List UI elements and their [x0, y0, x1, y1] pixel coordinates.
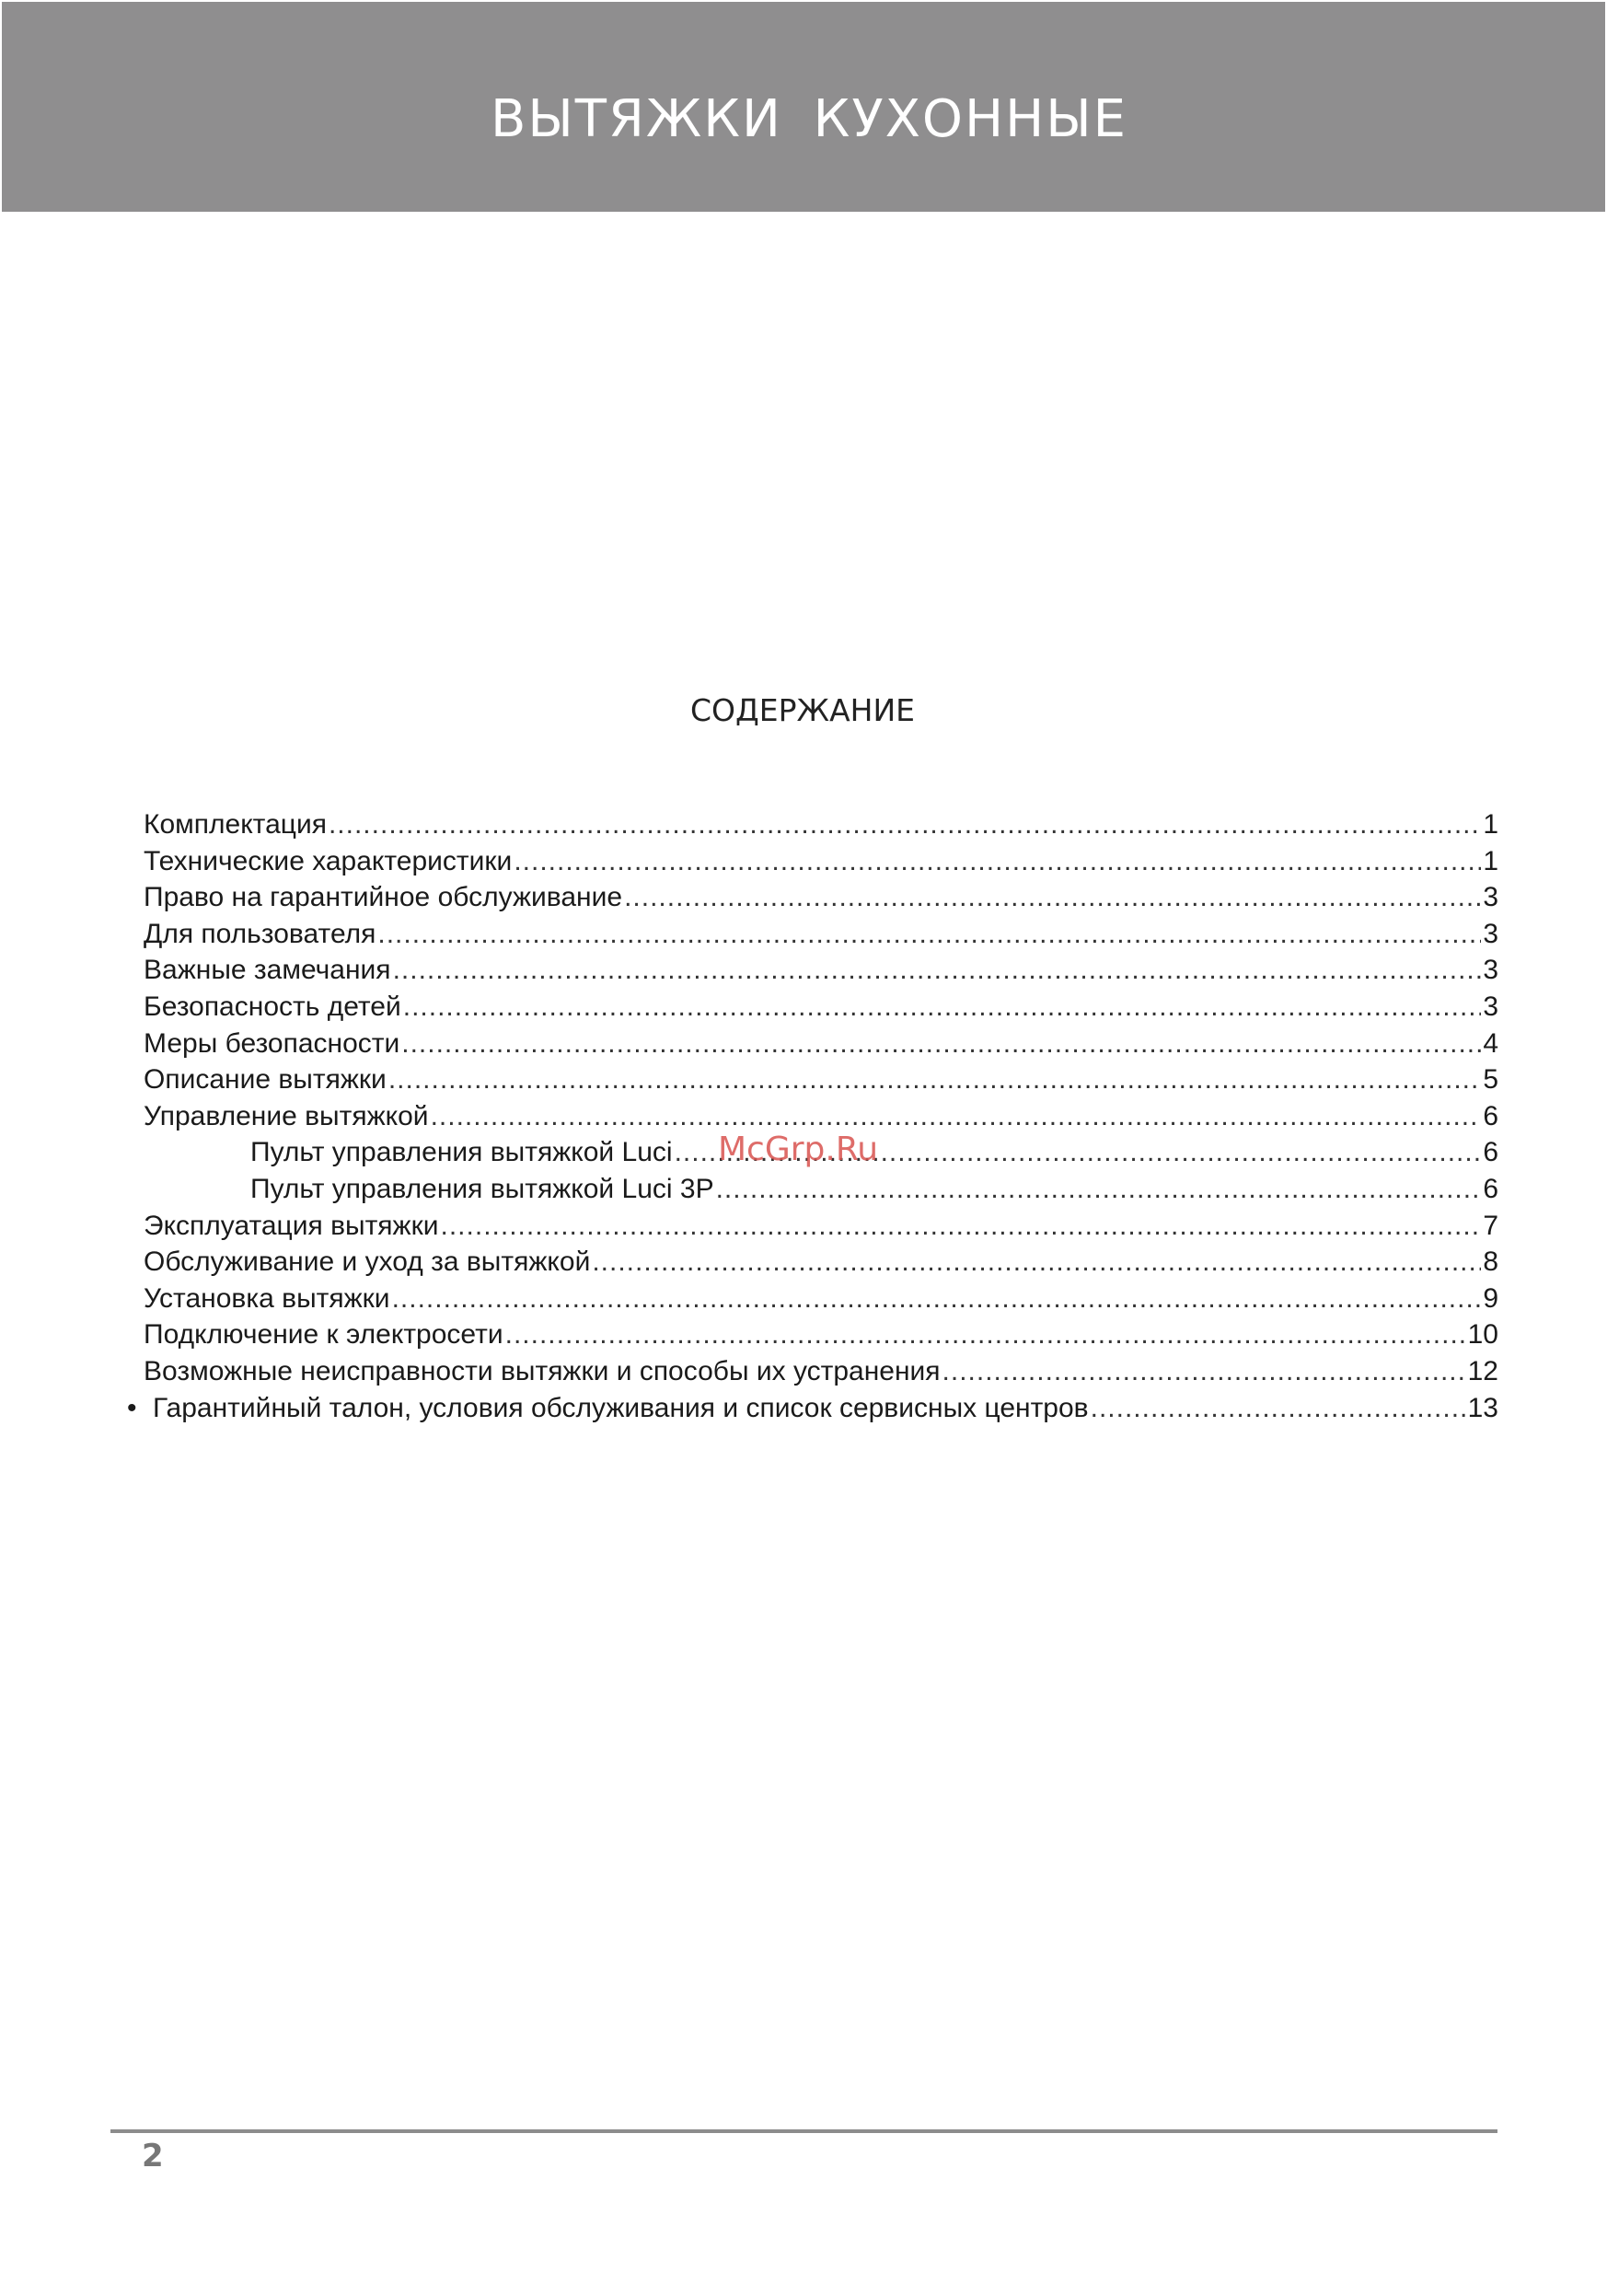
toc-item-label: Пульт управления вытяжкой Luci 3P	[250, 1173, 714, 1204]
toc-item-label: Комплектация	[144, 809, 327, 840]
header-band	[2, 2, 1605, 212]
toc-item-label: Обслуживание и уход за вытяжкой	[144, 1247, 591, 1278]
toc-leader-dots	[514, 843, 1481, 880]
toc-item-page: 5	[1483, 1064, 1498, 1096]
toc-item-label: Безопасность детей	[144, 991, 401, 1022]
toc-leader-dots	[624, 879, 1481, 916]
toc-leader-dots	[377, 916, 1481, 953]
toc-subitem[interactable]	[144, 1171, 1498, 1208]
toc-item-label: Эксплуатация вытяжки	[144, 1210, 439, 1241]
toc-item-page: 6	[1483, 1173, 1498, 1204]
toc-item[interactable]	[144, 952, 1498, 989]
toc-leader-dots	[592, 1244, 1481, 1281]
toc-leader-dots	[505, 1316, 1466, 1353]
toc-item[interactable]	[144, 916, 1498, 953]
toc-item-page: 12	[1467, 1355, 1498, 1386]
toc-item[interactable]	[144, 1316, 1498, 1353]
toc-item[interactable]	[144, 806, 1498, 843]
toc-item[interactable]	[144, 989, 1498, 1026]
toc-item[interactable]	[144, 1026, 1498, 1062]
toc-item[interactable]	[144, 879, 1498, 916]
toc-item-page: 6	[1483, 1100, 1498, 1131]
toc-leader-dots	[388, 1061, 1482, 1098]
toc-item-page: 4	[1483, 1027, 1498, 1059]
toc-item-label: Технические характеристики	[144, 845, 513, 876]
page-number: 2	[142, 2138, 164, 2174]
toc-item-label: Право на гарантийное обслуживание	[144, 882, 623, 913]
toc-leader-dots	[716, 1171, 1482, 1208]
toc-item-page: 3	[1483, 991, 1498, 1022]
toc-item-label: Пульт управления вытяжкой Luci	[250, 1137, 673, 1168]
document-title: ВЫТЯЖКИ КУХОННЫЕ	[490, 88, 1128, 149]
toc-item-page: 10	[1467, 1319, 1498, 1351]
toc-leader-dots	[329, 806, 1481, 843]
toc-leader-dots	[431, 1098, 1482, 1135]
toc-leader-dots	[441, 1208, 1482, 1245]
toc-item-label: Возможные неисправности вытяжки и способы их устранения	[144, 1355, 941, 1386]
toc-item-label: Установка вытяжки	[144, 1282, 390, 1314]
toc-leader-dots	[392, 1281, 1482, 1317]
toc-item-page: 13	[1467, 1392, 1498, 1423]
toc-item-label: Меры безопасности	[144, 1027, 400, 1059]
toc-item-label: Важные замечания	[144, 955, 391, 986]
toc-item-page: 7	[1483, 1210, 1498, 1241]
toc-item[interactable]	[144, 1353, 1498, 1390]
toc-item-label: Для пользователя	[144, 918, 376, 949]
toc-item-label: Управление вытяжкой	[144, 1100, 429, 1131]
toc-item-label: Гарантийный талон, условия обслуживания и список сервисных центров	[153, 1392, 1089, 1423]
toc-item-label: Подключение к электросети	[144, 1319, 503, 1351]
toc-item-page: 1	[1483, 845, 1498, 876]
toc-item[interactable]	[144, 1061, 1498, 1098]
toc-item[interactable]	[144, 843, 1498, 880]
watermark: McGrp.Ru	[718, 1131, 879, 1168]
toc-item-page: 9	[1483, 1282, 1498, 1314]
toc-item-page: 3	[1483, 882, 1498, 913]
toc-item-page: 3	[1483, 955, 1498, 986]
toc-item-label: Описание вытяжки	[144, 1064, 387, 1096]
toc-leader-dots	[403, 989, 1482, 1026]
toc-item-page: 1	[1483, 809, 1498, 840]
toc-heading-text: СОДЕРЖАНИЕ	[689, 692, 916, 728]
toc-item-page: 3	[1483, 918, 1498, 949]
toc-item[interactable]	[144, 1281, 1498, 1317]
toc-item[interactable]	[144, 1208, 1498, 1245]
footer-divider	[110, 2129, 1497, 2133]
toc-leader-dots	[401, 1026, 1481, 1062]
table-of-contents	[127, 806, 1498, 1426]
toc-item-page: 8	[1483, 1247, 1498, 1278]
toc-leader-dots	[942, 1353, 1466, 1390]
toc-leader-dots	[393, 952, 1482, 989]
toc-item-bulleted[interactable]	[127, 1390, 1498, 1427]
toc-heading	[0, 692, 1607, 728]
toc-item-page: 6	[1483, 1137, 1498, 1168]
toc-leader-dots	[1091, 1390, 1466, 1427]
toc-item[interactable]	[144, 1098, 1498, 1135]
bullet-icon: •	[127, 1392, 137, 1423]
toc-item[interactable]	[144, 1244, 1498, 1281]
